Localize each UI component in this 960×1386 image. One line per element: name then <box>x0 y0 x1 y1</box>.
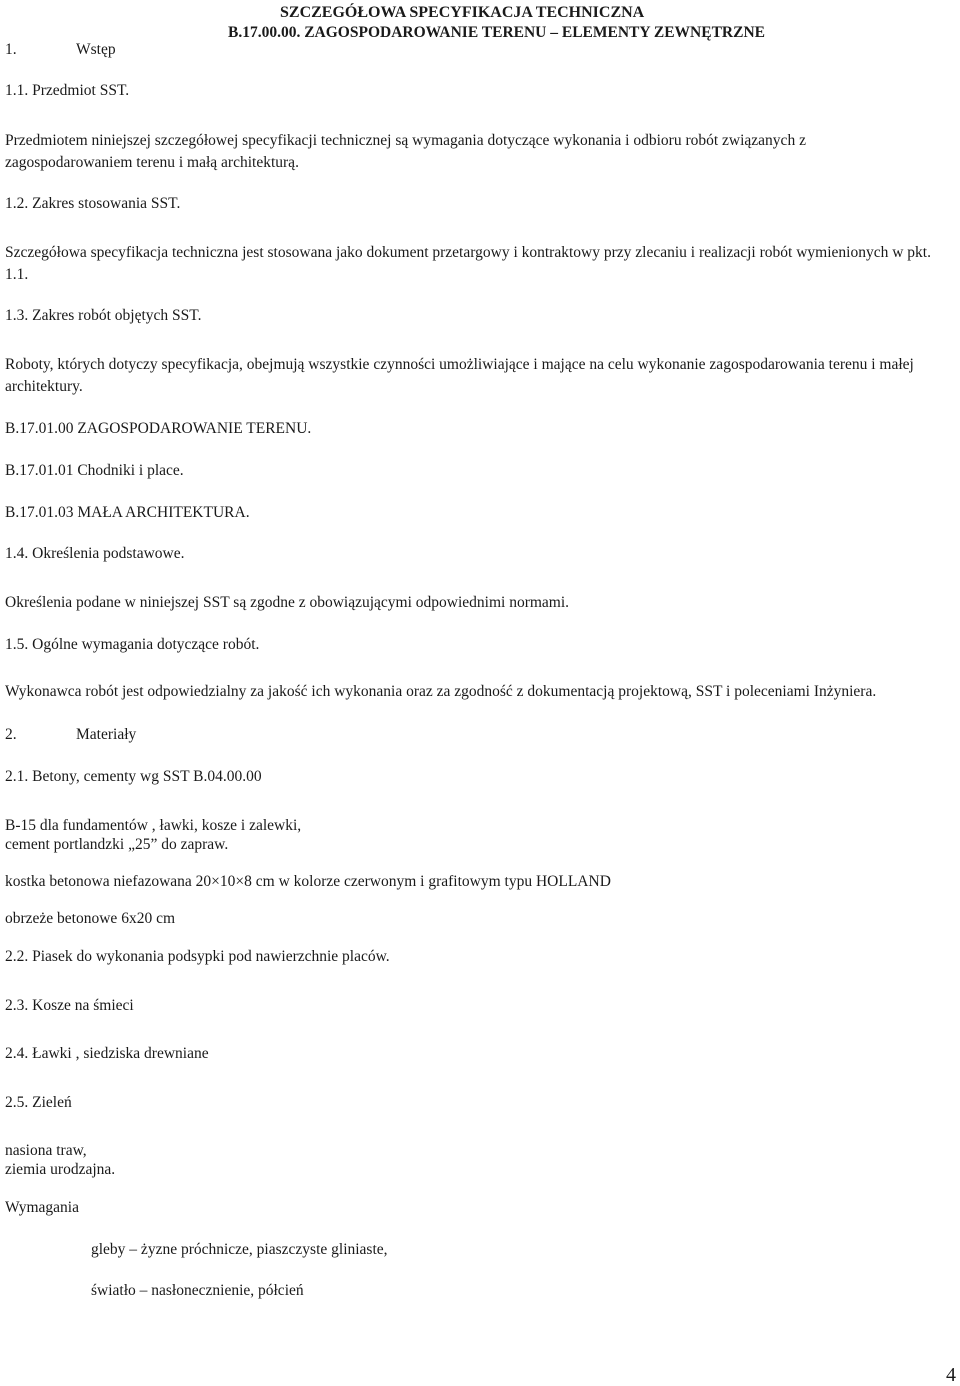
section-1-heading <box>5 39 116 61</box>
section-2-5-heading: 2.5. Zieleń <box>5 1094 72 1111</box>
greenery-line: nasiona traw, <box>5 1142 87 1159</box>
section-2-heading <box>5 724 136 746</box>
scope-item: B.17.01.00 ZAGOSPODAROWANIE TERENU. <box>5 420 312 437</box>
material-line: cement portlandzki „25” do zapraw. <box>5 836 229 853</box>
section-1-3-heading: 1.3. Zakres robót objętych SST. <box>5 307 202 324</box>
section-2-1-heading: 2.1. Betony, cementy wg SST B.04.00.00 <box>5 768 262 785</box>
requirements-label: Wymagania <box>5 1199 79 1216</box>
section-1-5-text: Wykonawca robót jest odpowiedzialny za jakość ich wykonania oraz za zgodność z dokumentacją projektową, SST i poleceniami Inżyniera. <box>5 683 877 700</box>
requirement-item: światło – nasłonecznienie, półcień <box>91 1282 304 1299</box>
spec-title: SZCZEGÓŁOWA SPECYFIKACJA TECHNICZNA <box>280 4 645 21</box>
section-1-4-heading: 1.4. Określenia podstawowe. <box>5 545 185 562</box>
section-title: Wstęp <box>76 41 116 58</box>
section-1-2-text: Szczegółowa specyfikacja techniczna jest stosowana jako dokument przetargowy i kontraktowy przy zlecaniu i realizacji robót wymienionych w pkt. 1.1. <box>5 244 931 283</box>
section-number: 2. <box>5 726 17 743</box>
section-1-2-heading: 1.2. Zakres stosowania SST. <box>5 195 181 212</box>
document-header <box>228 3 828 43</box>
section-1-3-text: Roboty, których dotyczy specyfikacja, obejmują wszystkie czynności umożliwiające i mające na celu wykonanie zagospodarowania terenu i małej architektury. <box>5 356 914 395</box>
material-line: obrzeże betonowe 6x20 cm <box>5 910 176 927</box>
page-number: 4 <box>946 1364 956 1386</box>
scope-item: B.17.01.03 MAŁA ARCHITEKTURA. <box>5 504 250 521</box>
section-2-2-heading: 2.2. Piasek do wykonania podsypki pod nawierzchnie placów. <box>5 948 390 965</box>
material-line: kostka betonowa niefazowana 20×10×8 cm w kolorze czerwonym i grafitowym typu HOLLAND <box>5 873 611 890</box>
section-number: 1. <box>5 41 17 58</box>
material-line: B-15 dla fundamentów , ławki, kosze i zalewki, <box>5 817 302 834</box>
requirement-item: gleby – żyzne próchnicze, piaszczyste gliniaste, <box>91 1241 388 1258</box>
section-2-4-heading: 2.4. Ławki , siedziska drewniane <box>5 1045 209 1062</box>
section-1-1-text: Przedmiotem niniejszej szczegółowej specyfikacji technicznej są wymagania dotyczące wykonania i odbioru robót związanych z zagospodarowaniem terenu i małą architekturą. <box>5 132 806 171</box>
section-2-3-heading: 2.3. Kosze na śmieci <box>5 997 134 1014</box>
section-1-1-heading: 1.1. Przedmiot SST. <box>5 82 130 99</box>
scope-item: B.17.01.01 Chodniki i place. <box>5 462 184 479</box>
section-1-5-heading: 1.5. Ogólne wymagania dotyczące robót. <box>5 636 260 653</box>
section-title: Materiały <box>76 726 137 743</box>
greenery-line: ziemia urodzajna. <box>5 1161 116 1178</box>
section-1-4-text: Określenia podane w niniejszej SST są zgodne z obowiązującymi odpowiednimi normami. <box>5 594 570 611</box>
spec-subtitle: B.17.00.00. ZAGOSPODAROWANIE TERENU – ELEMENTY ZEWNĘTRZNE <box>228 24 765 41</box>
